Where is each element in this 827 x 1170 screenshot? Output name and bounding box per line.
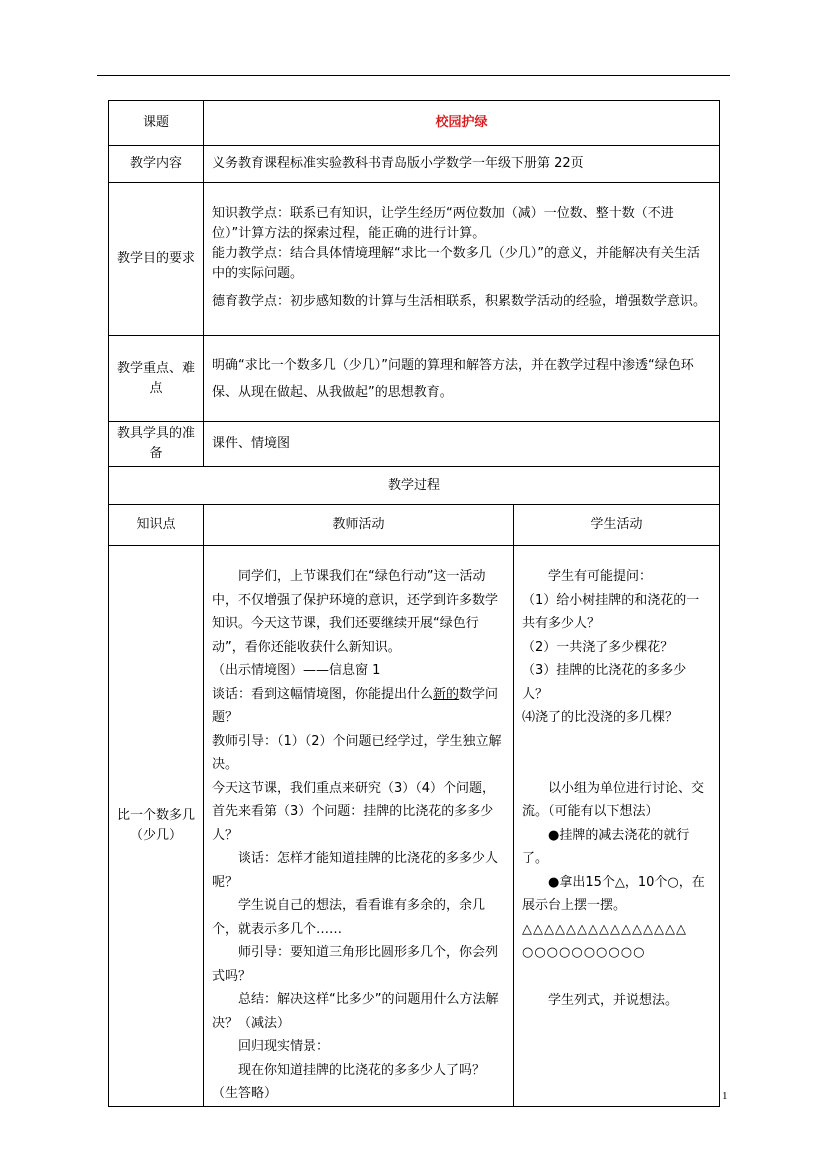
row-objectives: [109, 183, 720, 336]
teacher-activity-cell: [204, 546, 514, 1107]
row-tools: [109, 422, 720, 467]
keypoints-text: 明确“求比一个数多几（少几）”问题的算理和解答方法，并在教学过程中渗透“绿色环保、从现在做起、从我做起”的思想教育。: [212, 357, 694, 400]
content-label: 教学内容: [109, 146, 204, 183]
student-s5: ⑷浇了的比没浇的多几棵？: [522, 710, 679, 725]
teacher-p7: 学生说自己的想法，看看谁有多余的，余几个，就表示多几个……: [212, 898, 486, 937]
objective-ability: 能力教学点：结合具体情境理解“求比一个数多几（少几）”的意义，并能解决有关生活中的实际问题。: [212, 245, 700, 281]
keypoints-cell: [204, 336, 720, 422]
teacher-p3-pre: 谈话：看到这幅情境图，你能提出什么: [212, 686, 434, 702]
student-s8: ●拿出15个△，10个○，在展示台上摆一摆。: [522, 874, 705, 913]
objective-knowledge: 知识教学点：联系已有知识，让学生经历“两位数加（减）一位数、整十数（不进位）”计算方法的探索过程，能正确的进行计算。: [212, 205, 674, 241]
tools-value: 课件、情境图: [204, 422, 720, 467]
teacher-p3-underline: 新的: [433, 686, 460, 702]
lesson-title: 校园护绿: [204, 101, 720, 146]
teacher-p1: 同学们，上节课我们在“绿色行动”这一活动中，不仅增强了保护环境的意识，还学到许多数学知识。今天这节课，我们还要继续开展“绿色行动”，看你还能收获什么新知识。: [212, 569, 499, 655]
row-process-header: [109, 467, 720, 505]
tools-label: 教具学具的准备: [109, 422, 204, 467]
student-spacer-2: [522, 965, 711, 989]
teacher-p4: 教师引导：（1）（2）个问题已经学过，学生独立解决。: [212, 733, 502, 772]
student-s11: 学生列式，并说想法。: [548, 992, 679, 1008]
objective-moral: 德育教学点：初步感知数的计算与生活相联系，积累数学活动的经验，增强数学意识。: [212, 293, 707, 309]
keypoints-label: 教学重点、难点: [109, 336, 204, 422]
student-s3: （2）一共浇了多少棵花？: [522, 639, 674, 655]
content-value: 义务教育课程标准实验教科书青岛版小学数学一年级下册第 22页: [204, 146, 720, 183]
lesson-plan-table: [108, 100, 720, 1107]
header-rule: [97, 75, 730, 76]
student-activity-cell: [514, 546, 720, 1107]
row-column-headers: [109, 505, 720, 546]
objectives-label: 教学目的要求: [109, 183, 204, 336]
student-spacer: [522, 730, 711, 777]
triangle-row: △△△△△△△△△△△△△△△: [522, 921, 687, 937]
title-label: 课题: [109, 101, 204, 146]
teacher-p6: 谈话：怎样才能知道挂牌的比浇花的多多少人呢？: [212, 851, 499, 890]
teacher-p10: 回归现实情景：: [238, 1039, 330, 1054]
teacher-p3-post: 数学问题？: [212, 686, 499, 725]
teacher-p2: （出示情境图）——信息窗 1: [212, 663, 381, 678]
student-s4: （3）挂牌的比浇花的多多少人？: [522, 663, 687, 702]
teacher-p9: 总结：解决这样“比多少”的问题用什么方法解决？（减法）: [212, 992, 499, 1031]
teacher-p11: 现在你知道挂牌的比浇花的多多少人了吗？（生答略）: [212, 1062, 486, 1101]
col-student-header: 学生活动: [514, 505, 720, 546]
objectives-cell: [204, 183, 720, 336]
teacher-p5: 今天这节课，我们重点来研究（3）（4）个问题，首先来看第（3）个问题：挂牌的比浇花的多多少人？: [212, 780, 496, 843]
circle-row: ○○○○○○○○○○: [522, 945, 646, 960]
student-s7: ●挂牌的减去浇花的就行了。: [522, 827, 690, 866]
row-title: [109, 101, 720, 146]
student-s1: 学生有可能提问：: [548, 569, 653, 584]
student-s6: 以小组为单位进行讨论、交流。（可能有以下想法）: [522, 780, 705, 819]
col-teacher-header: 教师活动: [204, 505, 514, 546]
row-content: [109, 146, 720, 183]
row-activities: [109, 546, 720, 1107]
teacher-p3: [212, 683, 505, 730]
process-header: 教学过程: [109, 467, 720, 505]
row-keypoints: [109, 336, 720, 422]
col-knowledge-header: 知识点: [109, 505, 204, 546]
knowledge-point: 比一个数多几（少几）: [109, 546, 204, 1107]
page-number: 1: [722, 1090, 728, 1102]
student-s2: （1）给小树挂牌的和浇花的一共有多少人？: [522, 592, 700, 631]
teacher-p8: 师引导：要知道三角形比圆形多几个，你会列式吗？: [212, 945, 499, 984]
